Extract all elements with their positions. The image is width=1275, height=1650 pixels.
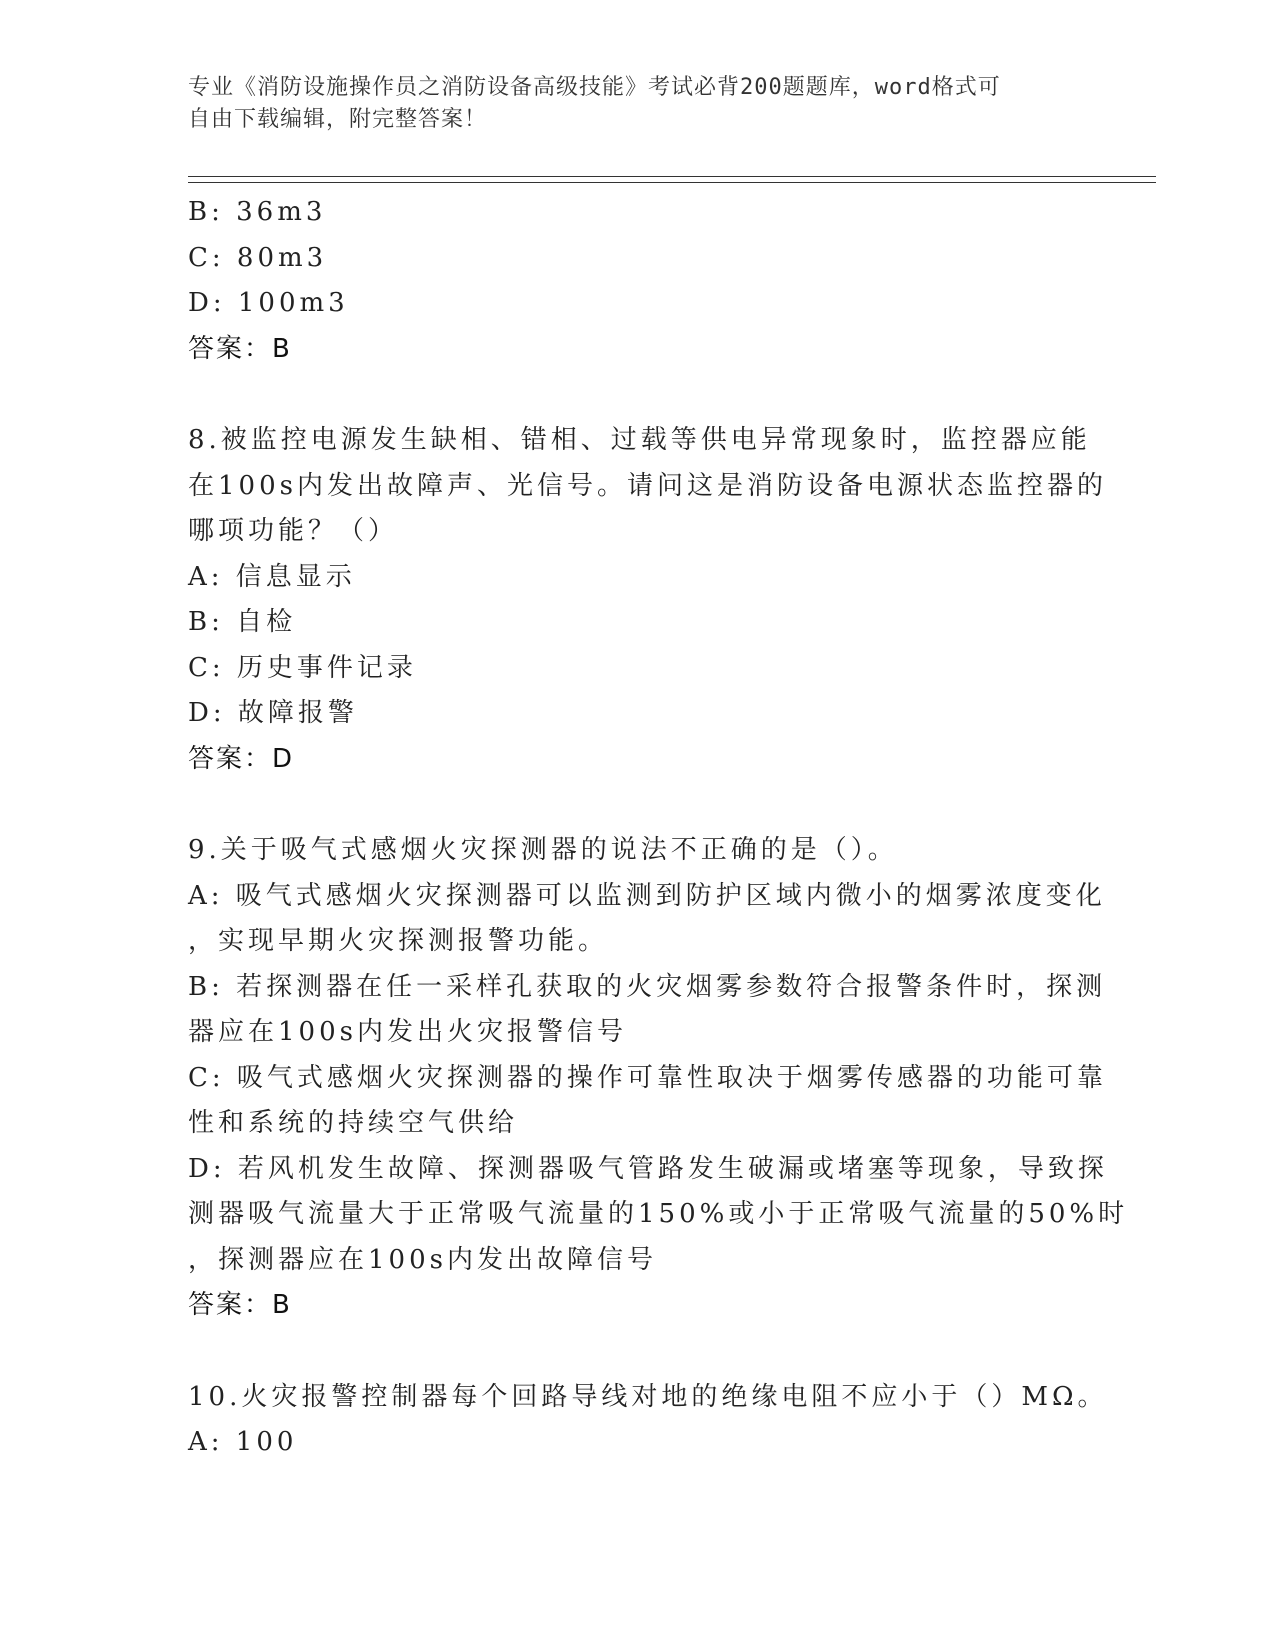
q8-option-b: B: 自检 xyxy=(188,607,297,637)
document-header xyxy=(188,72,1068,136)
q10-stem: 10.火灾报警控制器每个回路导线对地的绝缘电阻不应小于（）MΩ。 xyxy=(188,1381,1108,1412)
q9-option-c-line-1: C: 吸气式感烟火灾探测器的操作可靠性取决于烟雾传感器的功能可靠 xyxy=(188,1062,1107,1093)
q8-option-a: A: 信息显示 xyxy=(188,561,356,592)
q8-answer: 答案：D xyxy=(188,743,295,774)
header-line-2: 自由下载编辑，附完整答案！ xyxy=(188,107,488,132)
q9-stem: 9.关于吸气式感烟火灾探测器的说法不正确的是（）。 xyxy=(188,835,898,865)
q9-option-d-line-1: D: 若风机发生故障、探测器吸气管路发生破漏或堵塞等现象，导致探 xyxy=(188,1153,1108,1184)
question-content xyxy=(188,190,1129,1466)
q9-option-a-line-1: A: 吸气式感烟火灾探测器可以监测到防护区域内微小的烟雾浓度变化 xyxy=(188,880,1106,911)
q8-option-d: D: 故障报警 xyxy=(188,698,358,728)
q9-option-d-line-3: ，探测器应在100s内发出故障信号 xyxy=(188,1244,657,1275)
q9-option-c-line-2: 性和系统的持续空气供给 xyxy=(188,1108,519,1138)
q9-option-b-line-1: B: 若探测器在任一采样孔获取的火灾烟雾参数符合报警条件时，探测 xyxy=(188,971,1107,1002)
header-rule-bottom xyxy=(188,182,1156,183)
q8-option-c: C: 历史事件记录 xyxy=(188,652,417,683)
q7-option-c: C: 80m3 xyxy=(188,242,328,273)
q7-option-b: B: 36m3 xyxy=(188,197,327,227)
header-line-1: 专业《消防设施操作员之消防设备高级技能》考试必背200题题库，word格式可 xyxy=(188,75,1001,100)
q8-stem-line-2: 在100s内发出故障声、光信号。请问这是消防设备电源状态监控器的 xyxy=(188,470,1107,501)
q9-answer: 答案：B xyxy=(188,1290,292,1320)
q8-stem-line-3: 哪项功能？（） xyxy=(188,516,399,546)
q7-option-d: D: 100m3 xyxy=(188,288,349,318)
q9-option-b-line-2: 器应在100s内发出火灾报警信号 xyxy=(188,1017,627,1047)
q9-option-d-line-2: 测器吸气流量大于正常吸气流量的150%或小于正常吸气流量的50%时 xyxy=(188,1199,1129,1229)
q7-answer: 答案：B xyxy=(188,333,292,364)
q9-option-a-line-2: ，实现早期火灾探测报警功能。 xyxy=(188,926,609,956)
q10-option-a: A: 100 xyxy=(188,1427,298,1457)
q8-stem-line-1: 8.被监控电源发生缺相、错相、过载等供电异常现象时，监控器应能 xyxy=(188,425,1091,455)
header-rule-top xyxy=(188,176,1156,177)
